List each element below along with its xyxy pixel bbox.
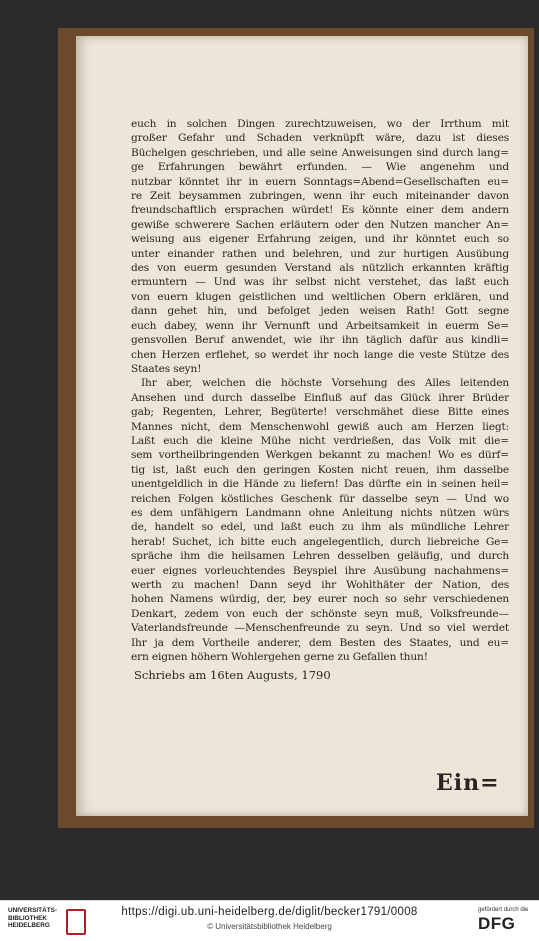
text-line: werth zu machen! Dann seyd ihr Wohlthäter der Nation, des bbox=[131, 579, 509, 591]
text-line: herab! Suchet, ich bitte euch angelegentlich, durch liebreiche Ge= bbox=[131, 535, 509, 548]
text-line: ermuntern — Und was ihr selbst nicht verstehet, das laßt euch bbox=[131, 276, 509, 289]
text-line: euch dabey, wenn ihr Vernunft und Arbeitsamkeit in euerm Se= bbox=[131, 319, 509, 332]
text-line: Mannes nicht, dem Menschenwohl gewiß auch am Herzen liegt: bbox=[131, 420, 509, 433]
text-line: Denkart, zedem von euch der schönste seyn muß, Volksfreunde— bbox=[131, 607, 509, 620]
text-line: gensvollen Beruf anwendet, wie ihr ihn täglich dafür aus kindli= bbox=[131, 334, 509, 347]
text-line: reichen Folgen köstliches Geschenk für dasselbe seyn — Und wo bbox=[131, 492, 509, 505]
text-line: freundschaftlich ersprachen würdet! Es könnte einer dem andern bbox=[131, 204, 509, 217]
catchword: Ein= bbox=[436, 770, 500, 796]
text-line: gewiße schwerere Sachen erläutern oder den Nutzen mancher An= bbox=[131, 218, 509, 231]
text-line: weisung aus eigener Erfahrung zeigen, und ihr könntet euch so bbox=[131, 233, 509, 246]
text-line: Ihr aber, welchen die höchste Vorsehung des Alles leitenden bbox=[141, 377, 509, 390]
text-line: tig ist, laßt euch den geringen Kosten nicht reuen, ihm dasselbe bbox=[131, 463, 509, 476]
permalink-url[interactable]: https://digi.ub.uni-heidelberg.de/diglit/becker1791/0008 bbox=[121, 906, 418, 918]
text-line: ern eignen höhern Wohlergehen gerne zu Gefallen thun! bbox=[131, 651, 428, 664]
text-line: de, handelt so edel, und laßt euch zu ihm als mündliche Lehrer bbox=[131, 521, 509, 534]
text-line: chen Herzen erflehet, so werdet ihr noch lange die veste Stütze des bbox=[131, 348, 509, 361]
copyright-notice: © Universitätsbibliothek Heidelberg bbox=[207, 922, 332, 931]
text-line: Ihr ja dem Vortheile anderer, dem Besten des Staates, und eu= bbox=[131, 636, 509, 649]
viewer-footer bbox=[0, 900, 539, 941]
text-line: euer eignes vorleuchtendes Beyspiel ihre Ausübung nachahmens= bbox=[131, 564, 509, 577]
text-line: es dem unfähigern Landmann ohne Anleitung nichts nützen würs bbox=[131, 506, 509, 519]
text-line: sem vortheilbringenden Werkgen bekannt zu machen! Wo es dürf= bbox=[131, 449, 509, 462]
signature-line: Schriebs am 16ten Augusts, 1790 bbox=[134, 668, 331, 682]
text-line: Büchelgen geschrieben, und alle seine Anweisungen sind durch lang= bbox=[131, 146, 509, 159]
text-line: großer Gefahr und Schaden verknüpft wäre, dazu ist dieses bbox=[131, 132, 509, 145]
dfg-funding-label: gefördert durch die bbox=[478, 907, 529, 913]
text-line: nutzbar könntet ihr in euern Sonntags=Abend=Gesellschaften eu= bbox=[131, 175, 509, 188]
text-line: Staates seyn! bbox=[131, 362, 202, 375]
text-line: unter einander rathen und belehren, und zur hurtigen Ausübung bbox=[131, 247, 509, 260]
text-line: von euern klugen geistlichen und weltlichen Obern erklären, und bbox=[131, 290, 509, 303]
text-line: dann gehet hin, und befolget jeden weisen Rath! Gott segne bbox=[131, 305, 509, 318]
text-line: hohen Namens würdig, der, bey eurer noch so sehr verschiedenen bbox=[131, 593, 509, 606]
text-line: Ansehen und durch dasselbe Einfluß auf das Glück ihrer Brüder bbox=[131, 391, 509, 404]
text-line: ge Erfahrungen bewährt erfunden. — Wie angenehm und bbox=[131, 161, 509, 174]
text-line: Laßt euch die kleine Mühe nicht verdrießen, das Volk mit die= bbox=[131, 434, 509, 447]
text-line: spräche ihm die heilsamen Lehren desselben geläufig, und durch bbox=[131, 550, 509, 563]
library-name: UNIVERSITÄTS- BIBLIOTHEK HEIDELBERG bbox=[8, 907, 57, 930]
text-line: unentgeldlich in die Hände zu liefern! Das dürfte ein in seinen heil= bbox=[131, 478, 509, 491]
text-line: Vaterlandsfreunde —Menschenfreunde zu seyn. Und so viel werdet bbox=[131, 622, 509, 635]
text-line: euch in solchen Dingen zurechtzuweisen, wo der Irrthum mit bbox=[131, 118, 509, 130]
text-line: des von euerm gesunden Verstand als nützlich erkannten kräftig bbox=[131, 262, 509, 275]
text-line: re Zeit beysammen zubringen, wenn ihr euch miteinander davon bbox=[131, 190, 509, 203]
body-text bbox=[131, 117, 509, 664]
text-line: gab; Regenten, Lehrer, Begüterte! verschmähet diese Bitte eines bbox=[131, 406, 509, 419]
dfg-wordmark: DFG bbox=[478, 914, 516, 933]
dfg-logo[interactable] bbox=[478, 907, 534, 937]
